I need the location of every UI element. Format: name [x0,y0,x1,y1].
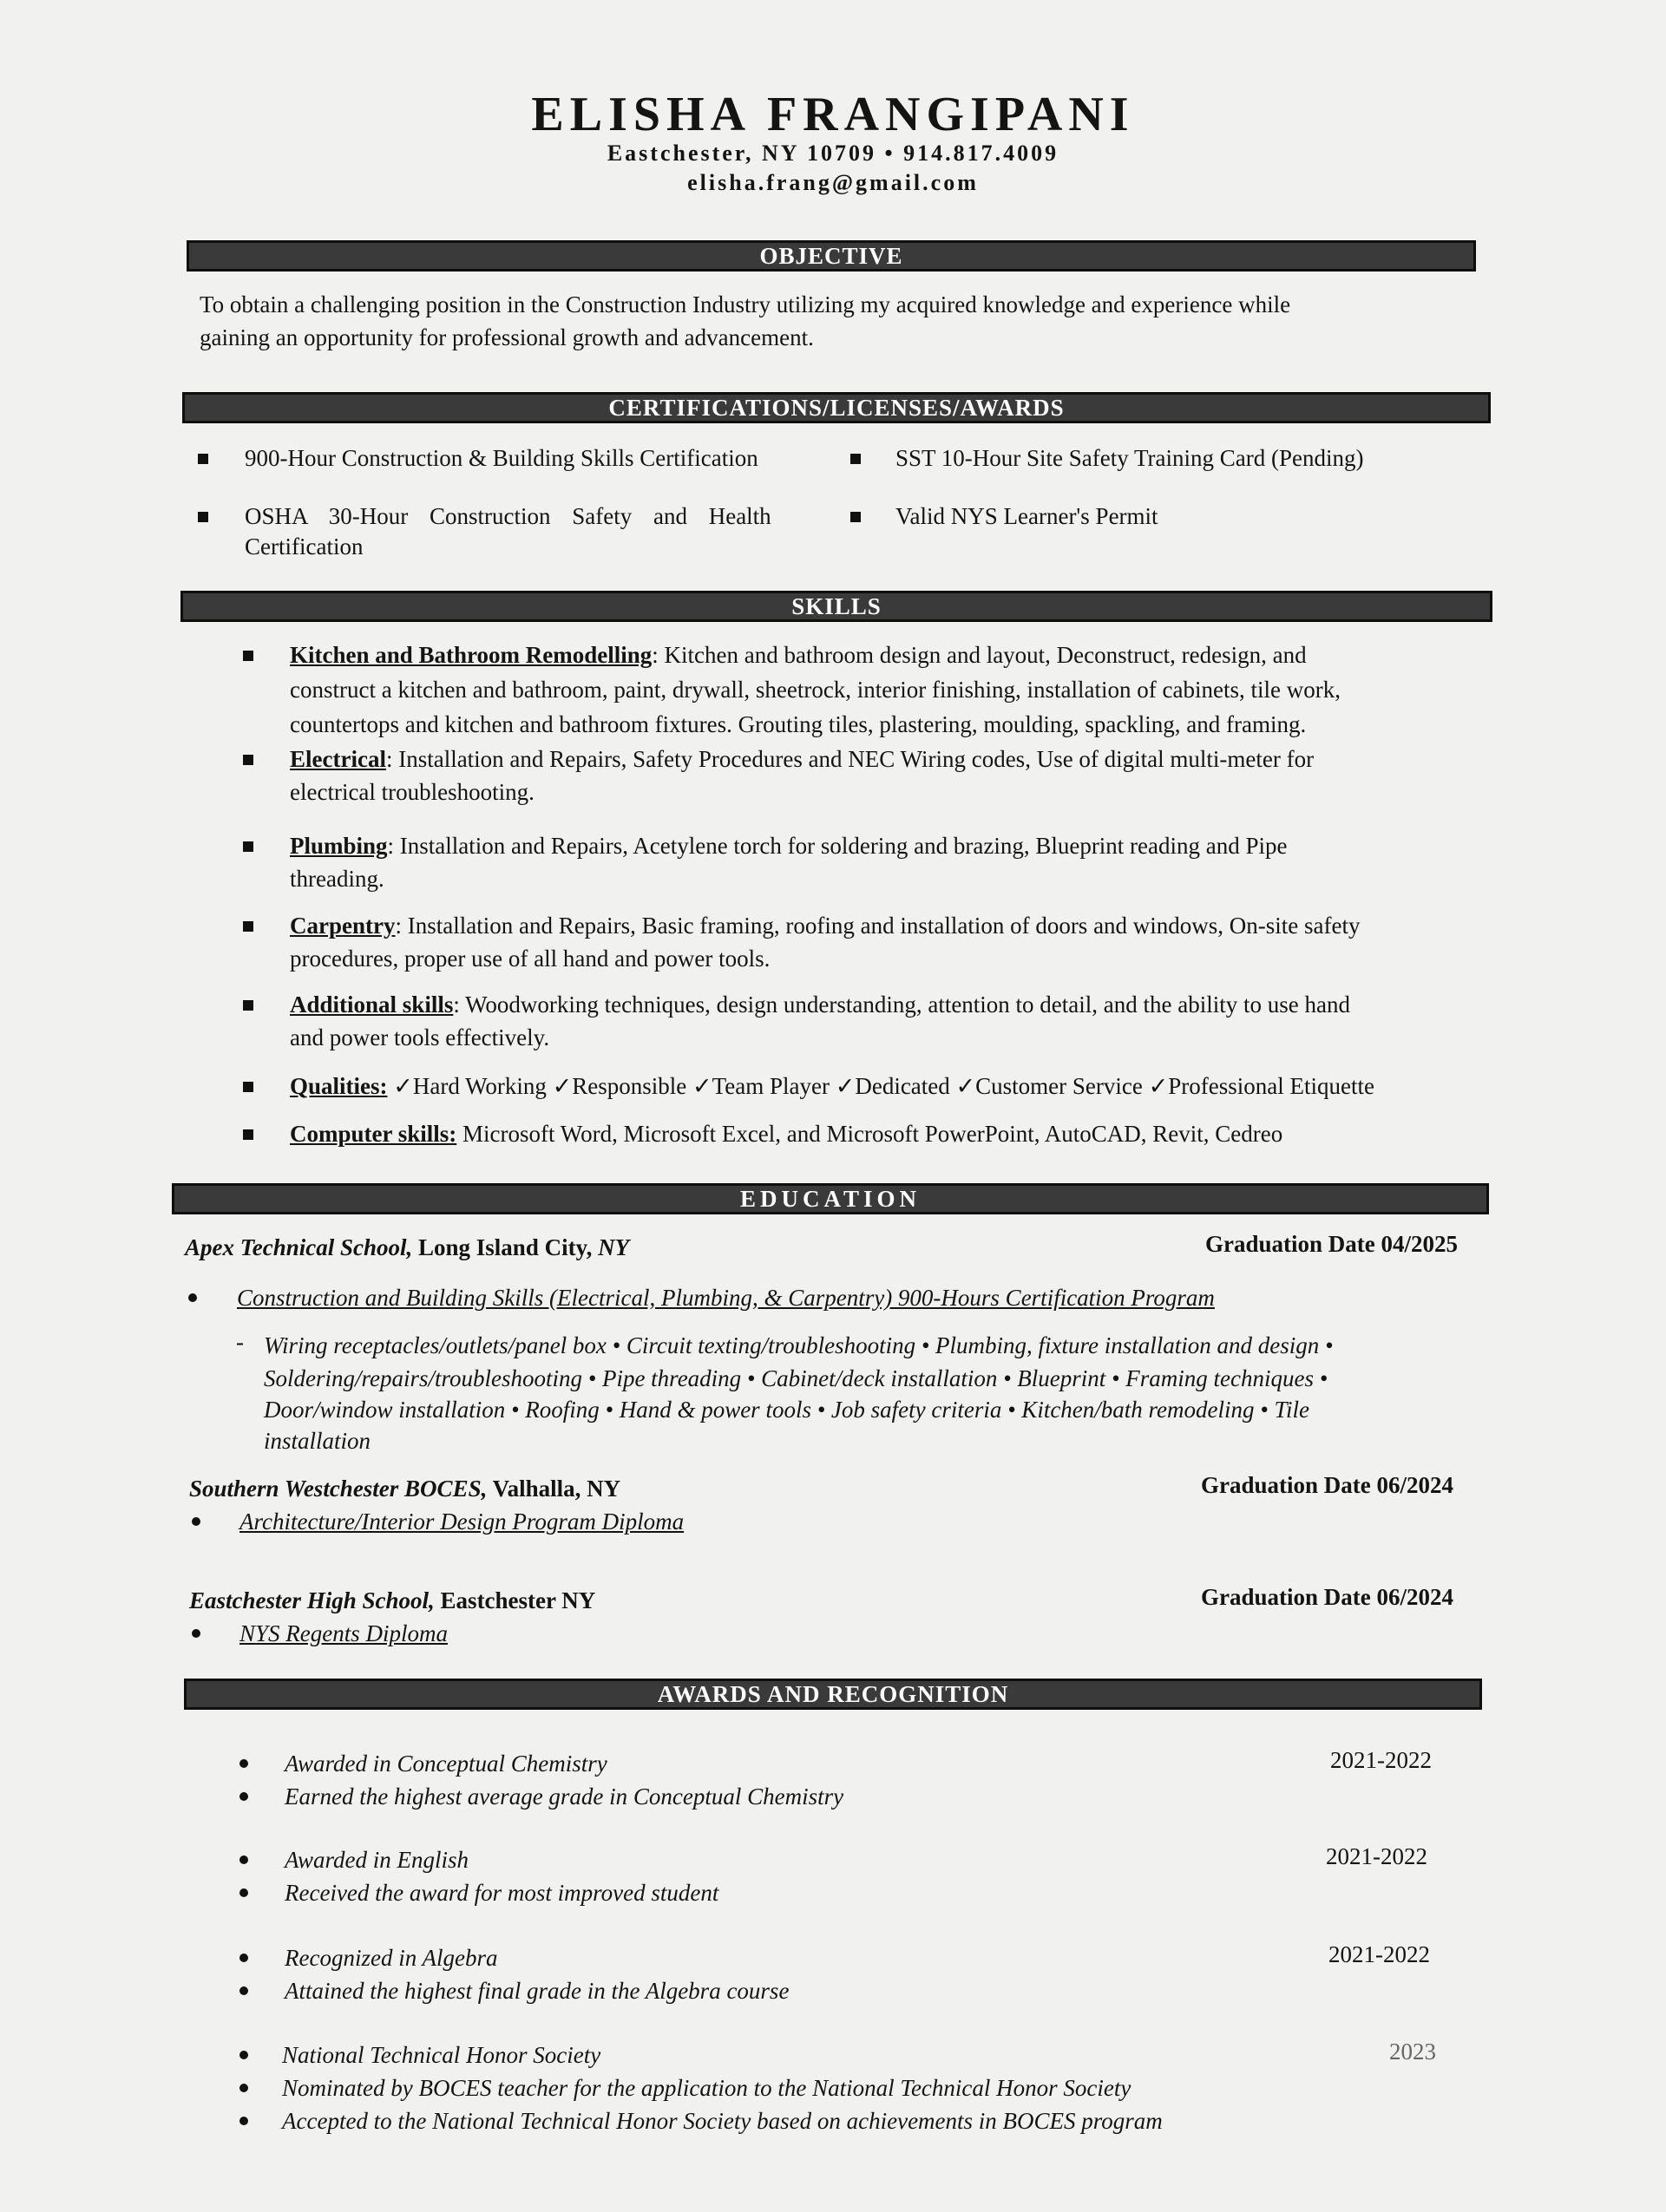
square-bullet-icon [243,921,253,932]
award-title: Awarded in Conceptual Chemistry [285,1751,607,1777]
square-bullet-icon [243,1000,253,1011]
award-detail: Accepted to the National Technical Honor Society based on achievements in BOCES program [282,2108,1163,2134]
objective-line-1: To obtain a challenging position in the Construction Industry utilizing my acquired knowledge and experience while [200,291,1291,317]
skill-label: Plumbing [290,833,388,859]
school-line [189,1584,595,1617]
skill-line [290,743,1314,776]
skill-line [290,829,1288,862]
bullet-icon [188,1293,197,1302]
skill-line: electrical troubleshooting. [290,779,535,805]
square-bullet-icon [243,1129,253,1140]
award-year: 2021-2022 [1328,1941,1430,1967]
school-line [185,1231,629,1264]
square-bullet-icon [850,512,861,522]
skill-line: and power tools effectively. [290,1024,550,1050]
skill-line [290,1117,1282,1150]
program-detail: Door/window installation • Roofing • Hand & power tools • Job safety criteria • Kitchen/bath remodeling • Tile [264,1397,1309,1423]
objective-line-2: gaining an opportunity for professional growth and advancement. [200,324,814,350]
school-name: Eastchester High School, [189,1587,435,1613]
skill-line [290,638,1307,671]
school-name: Apex Technical School, [185,1234,413,1260]
bullet-icon [239,1986,248,1995]
skill-text: : Installation and Repairs, Safety Procedures and NEC Wiring codes, Use of digital multi-meter for [385,746,1315,772]
program-detail: Wiring receptacles/outlets/panel box • Circuit texting/troubleshooting • Plumbing, fixture installation and design • [264,1332,1334,1358]
school-location: Eastchester NY [434,1587,596,1613]
skill-line: procedures, proper use of all hand and power tools. [290,946,771,972]
bullet-icon [239,1888,248,1897]
cert-item: 900-Hour Construction & Building Skills Certification [245,445,758,471]
award-detail: Received the award for most improved student [285,1880,719,1906]
section-bar-awards: AWARDS AND RECOGNITION [184,1679,1482,1710]
bullet-icon [192,1517,200,1526]
skill-line: countertops and kitchen and bathroom fixtures. Grouting tiles, plastering, moulding, spackling, and framing. [290,711,1307,737]
bullet-icon [239,2084,248,2092]
skill-label: Computer skills: [290,1121,457,1147]
skill-text: : Installation and Repairs, Acetylene torch for soldering and brazing, Blueprint reading and Pipe [387,833,1288,859]
bullet-icon [239,1855,248,1864]
cert-item: OSHA 30-Hour Construction Safety and Health [245,503,771,529]
skill-line: threading. [290,866,384,892]
square-bullet-icon [243,841,253,852]
cert-item-continued: Certification [245,533,364,560]
skill-text: ✓Hard Working ✓Responsible ✓Team Player ✓Dedicated ✓Customer Service ✓Professional Etiquette [387,1073,1374,1099]
square-bullet-icon [243,1082,253,1092]
program-detail: Soldering/repairs/troubleshooting • Pipe threading • Cabinet/deck installation • Blueprint • Framing techniques • [264,1365,1328,1391]
skill-label: Kitchen and Bathroom Remodelling [290,642,653,668]
square-bullet-icon [243,755,253,765]
cert-item: Valid NYS Learner's Permit [895,503,1158,529]
bullet-icon [239,1792,248,1801]
skill-line: construct a kitchen and bathroom, paint, drywall, sheetrock, interior finishing, installation of cabinets, tile work, [290,677,1341,703]
award-title: Recognized in Algebra [285,1945,498,1971]
award-detail: Attained the highest final grade in the Algebra course [285,1978,790,2004]
skill-label: Electrical [290,746,386,772]
square-bullet-icon [850,454,861,464]
graduation-date: Graduation Date 06/2024 [1200,1584,1453,1610]
award-year: 2023 [1389,2039,1436,2065]
bullet-icon [192,1629,200,1638]
skill-line [290,988,1350,1021]
skill-text: : Kitchen and bathroom design and layout, Deconstruct, redesign, and [652,642,1307,668]
section-bar-skills: SKILLS [180,591,1492,622]
bullet-icon [239,2051,248,2059]
skill-label: Qualities: [290,1073,388,1099]
program-name: NYS Regents Diploma [239,1620,448,1646]
program-name: Construction and Building Skills (Electrical, Plumbing, & Carpentry) 900-Hours Certification Program [237,1285,1215,1311]
skill-text: : Woodworking techniques, design understanding, attention to detail, and the ability to use hand [453,991,1350,1018]
skill-line [290,909,1361,942]
award-year: 2021-2022 [1326,1843,1427,1869]
school-name: Southern Westchester BOCES, [189,1476,488,1502]
skill-text: : Installation and Repairs, Basic framing, roofing and installation of doors and windows, On-site safety [395,913,1361,939]
section-bar-education: EDUCATION [172,1183,1489,1214]
school-line [189,1472,620,1505]
school-state: NY [598,1234,630,1260]
skill-line [290,1070,1374,1103]
dash-bullet-icon: - [236,1329,244,1355]
bullet-icon [239,2117,248,2125]
square-bullet-icon [243,651,253,661]
school-location: Long Island City, [412,1234,599,1260]
program-detail: installation [264,1428,371,1454]
skill-label: Carpentry [290,913,396,939]
award-title: Awarded in English [285,1847,469,1873]
candidate-name: ELISHA FRANGIPANI [531,88,1135,141]
section-bar-objective: OBJECTIVE [187,240,1476,272]
award-year: 2021-2022 [1330,1747,1432,1773]
program-name: Architecture/Interior Design Program Diploma [239,1508,685,1535]
award-detail: Earned the highest average grade in Conceptual Chemistry [285,1783,844,1810]
bullet-icon [239,1759,248,1768]
skill-label: Additional skills [290,991,454,1018]
square-bullet-icon [198,512,208,522]
address-phone: Eastchester, NY 10709 • 914.817.4009 [607,141,1059,166]
graduation-date: Graduation Date 04/2025 [1204,1231,1458,1257]
award-detail: Nominated by BOCES teacher for the application to the National Technical Honor Society [282,2075,1131,2101]
cert-item: SST 10-Hour Site Safety Training Card (Pending) [895,445,1364,471]
bullet-icon [239,1953,248,1962]
graduation-date: Graduation Date 06/2024 [1200,1472,1453,1498]
skill-text: Microsoft Word, Microsoft Excel, and Microsoft PowerPoint, AutoCAD, Revit, Cedreo [456,1121,1283,1147]
award-title: National Technical Honor Society [282,2042,601,2068]
email: elisha.frang@gmail.com [687,170,979,195]
school-location: Valhalla, NY [487,1476,621,1502]
square-bullet-icon [198,454,208,464]
section-bar-certifications: CERTIFICATIONS/LICENSES/AWARDS [182,392,1491,423]
